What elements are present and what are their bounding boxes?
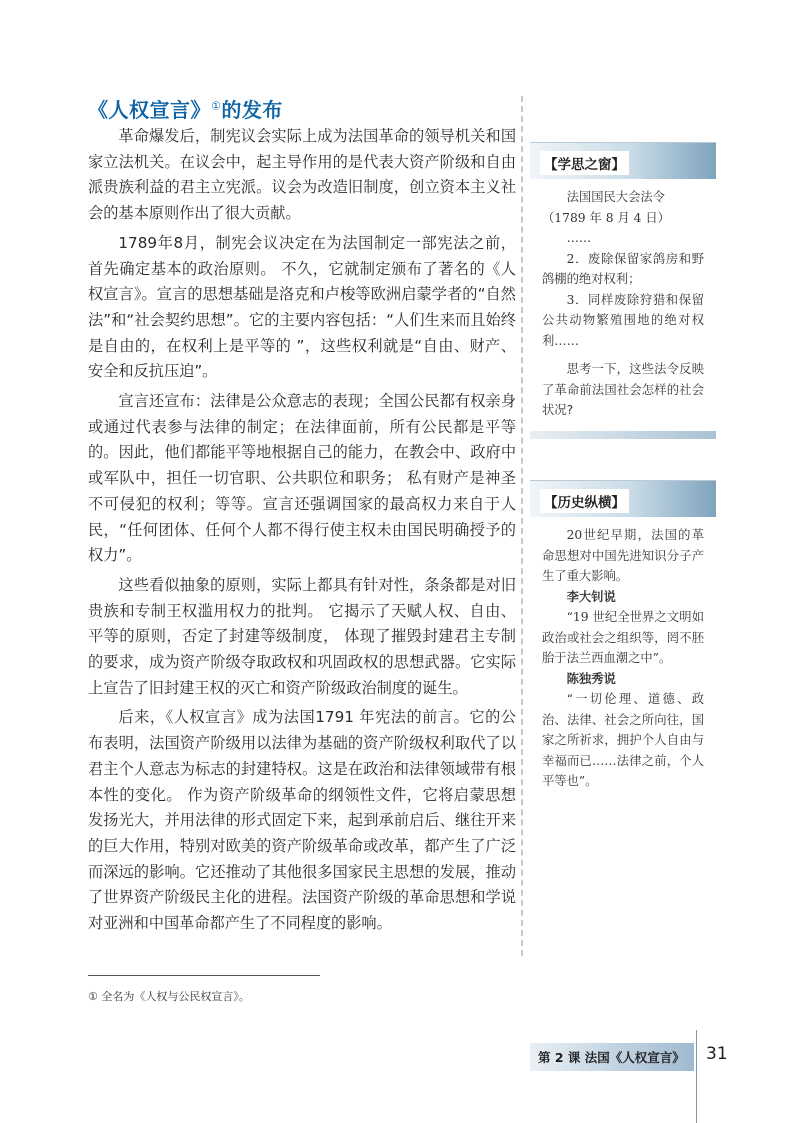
paragraph-4: 这些看似抽象的原则，实际上都具有针对性，条条都是对旧贵族和专制王权滥用权力的批判。 它揭示了天赋人权、自由、平等的原则，否定了封建等级制度， 体现了摧毁封建君主专制的要求，成为资产阶级夺取政权和巩固政权的思想武器。它实际上宣告了旧封建王权的灭亡和资产阶级政治制度的诞生。 [88, 575, 516, 697]
decree-title: 法国国民大会法令 [566, 190, 665, 204]
section-title [88, 94, 283, 123]
paragraph-1: 革命爆发后，制宪议会实际上成为法国革命的领导机关和国家立法机关。在议会中，起主导作用的是代表大资产阶级和自由派贵族利益的君主立宪派。议会为改造旧制度，创立资本主义社会的基本原则作出了很大贡献。 [88, 127, 516, 223]
paragraph-3: 宣言还宣布：法律是公众意志的表现；全国公民都有权亲身或通过代表参与法律的制定；在法律面前，所有公民都是平等的。因此，他们都能平等地根据自己的能力，在教会中、政府中或军队中，担任一切官职、公共职位和职务； 私有财产是神圣不可侵犯的权利；等等。宣言还强调国家的最高权力来自于人民，“任何团体、任何个人都不得行使主权未由国民明确授予的权力”。 [88, 392, 516, 565]
sidebar-history-panorama [530, 480, 716, 802]
paragraph-2: 1789年8月，制宪会议决定在为法国制定一部宪法之前，首先确定基本的政治原则。 不久，它就制定颁布了著名的《人权宣言》。宣言的思想基础是洛克和卢梭等欧洲启蒙学者的“自然法”和“社会契约思想”。它的主要内容包括：“人们生来而且始终是自由的，在权利上是平等的 ”，这些权利就是“自由、财产、安全和反抗压迫”。 [88, 233, 516, 381]
sidebar-header [530, 142, 716, 179]
decree-item-3: 3．同样废除狩猎和保留公共动物繁殖围地的绝对权利…… [542, 292, 704, 348]
decree-item-2: 2．废除保留家鸽房和野鸽棚的绝对权利； [542, 251, 704, 286]
sidebar-label: 【历史纵横】 [540, 489, 629, 513]
sidebar-body [530, 517, 716, 802]
column-divider [521, 96, 523, 956]
sidebar-footer-band [530, 431, 716, 439]
speaker-li-dazhao: 李大钊说 [566, 588, 616, 604]
speaker-chen-duxiu: 陈独秀说 [566, 670, 616, 686]
page-number: 31 [706, 1044, 728, 1064]
footnote-marker[interactable]: ① [211, 99, 222, 113]
decree-ellipsis: …… [566, 231, 592, 245]
footnote: ① 全名为《人权与公民权宣言》。 [88, 990, 250, 1003]
footer-lesson-title: 第 2 课 法国《人权宣言》 [538, 1050, 685, 1065]
quote-li-dazhao: “19 世纪全世界之文明如政治或社会之组织等，罔不胚胎于法兰西血潮之中”。 [542, 610, 704, 665]
sidebar-label: 【学思之窗】 [540, 151, 629, 175]
section-title-suffix: 的发布 [221, 98, 283, 122]
history-intro: 20世纪早期，法国的革命思想对中国先进知识分子产生了重大影响。 [542, 528, 704, 583]
footer-divider [696, 1030, 697, 1123]
main-text [88, 124, 516, 941]
sidebar-learning-window [530, 142, 716, 439]
quote-chen-duxiu: “一切伦理、道德、政治、法律、社会之所向往，国家之所祈求，拥护个人自由与幸福而已……法律之前，个人平等也”。 [542, 692, 704, 788]
decree-date: （1789 年 8 月 4 日） [542, 210, 670, 225]
sidebar-body [530, 179, 716, 431]
think-question: 思考一下，这些法令反映了革命前法国社会怎样的社会状况? [542, 362, 704, 417]
sidebar-header [530, 480, 716, 517]
footnote-rule [88, 975, 320, 976]
section-title-main: 《人权宣言》 [88, 98, 211, 122]
paragraph-5: 后来，《人权宣言》成为法国1791 年宪法的前言。它的公布表明，法国资产阶级用以法律为基础的资产阶级权利取代了以君主个人意志为标志的封建特权。这是在政治和法律领域带有根本性的变化。 作为资产阶级革命的纲领性文件，它将启蒙思想发扬光大，并用法律的形式固定下来，起到承前启后、继往开来的巨大作用，特别对欧美的资产阶级革命或改革，都产生了广泛而深远的影响。它还推动了其他很多国家民主思想的发展，推动了世界资产阶级民主化的进程。法国资产阶级的革命思想和学说对亚洲和中国革命都产生了不同程度的影响。 [88, 708, 516, 933]
